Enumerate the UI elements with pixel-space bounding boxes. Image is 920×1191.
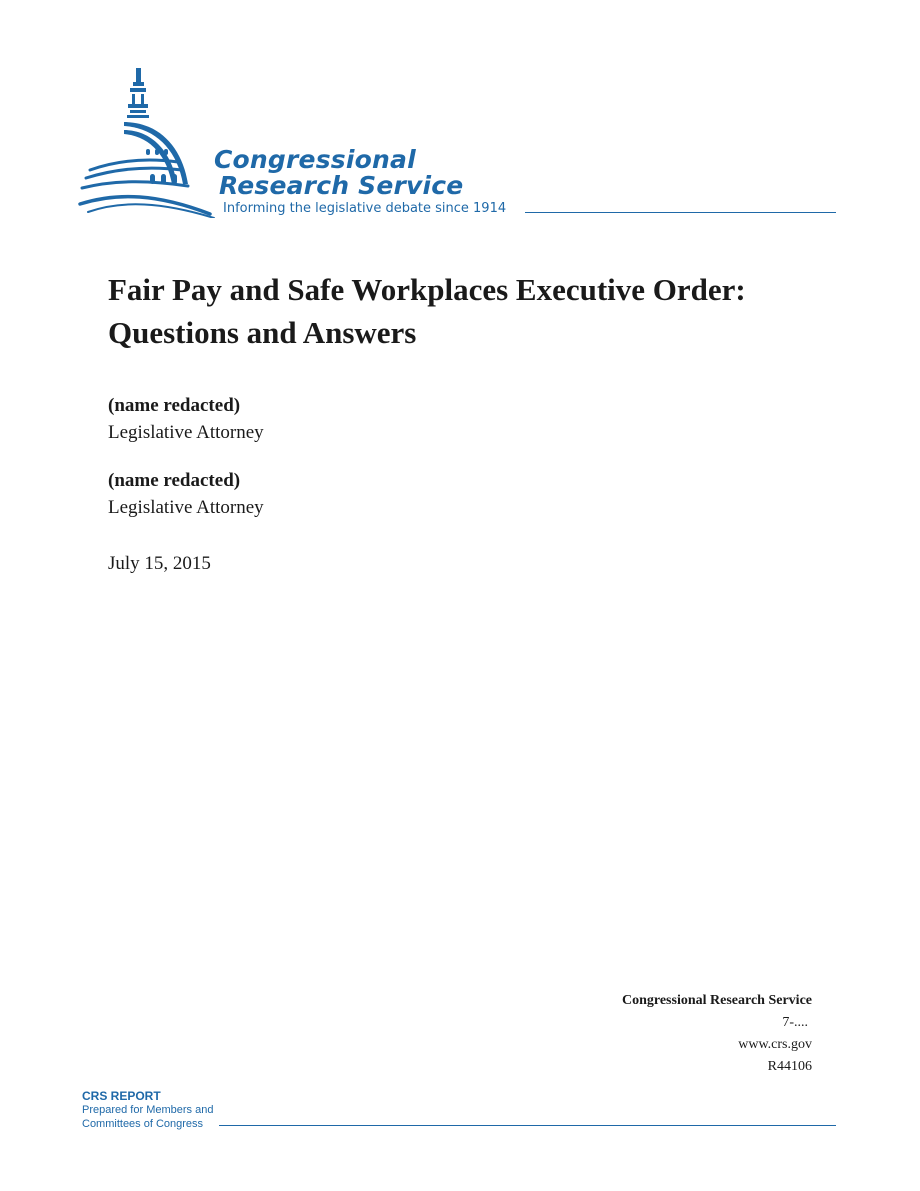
publication-date: July 15, 2015 — [108, 553, 211, 574]
brand-name-line2: Research Service — [219, 171, 464, 200]
publisher-website-link[interactable]: www.crs.gov — [738, 1037, 812, 1052]
brand-tagline: Informing the legislative debate since 1914 — [223, 201, 507, 216]
author-block — [108, 467, 264, 521]
report-number: R44106 — [767, 1059, 812, 1074]
footer-divider — [219, 1125, 836, 1126]
author-role: Legislative Attorney — [108, 497, 264, 518]
publisher-name: Congressional Research Service — [621, 993, 812, 1008]
publisher-block — [512, 990, 812, 1078]
footer-line2: Committees of Congress — [82, 1118, 204, 1130]
author-name: (name redacted) — [108, 470, 241, 491]
author-name: (name redacted) — [108, 395, 241, 416]
document-title: Fair Pay and Safe Workplaces Executive Order: Questions and Answers — [108, 272, 746, 350]
author-block — [108, 392, 264, 446]
report-type: CRS REPORT — [82, 1089, 161, 1103]
footer-line1: Prepared for Members and — [82, 1104, 214, 1116]
footer-report-label — [82, 1089, 213, 1131]
order-code: 7-.... — [782, 1015, 808, 1030]
capitol-dome-icon — [78, 66, 218, 218]
brand-name-line1: Congressional — [214, 145, 416, 174]
author-role: Legislative Attorney — [108, 422, 264, 443]
header-divider — [525, 212, 836, 213]
